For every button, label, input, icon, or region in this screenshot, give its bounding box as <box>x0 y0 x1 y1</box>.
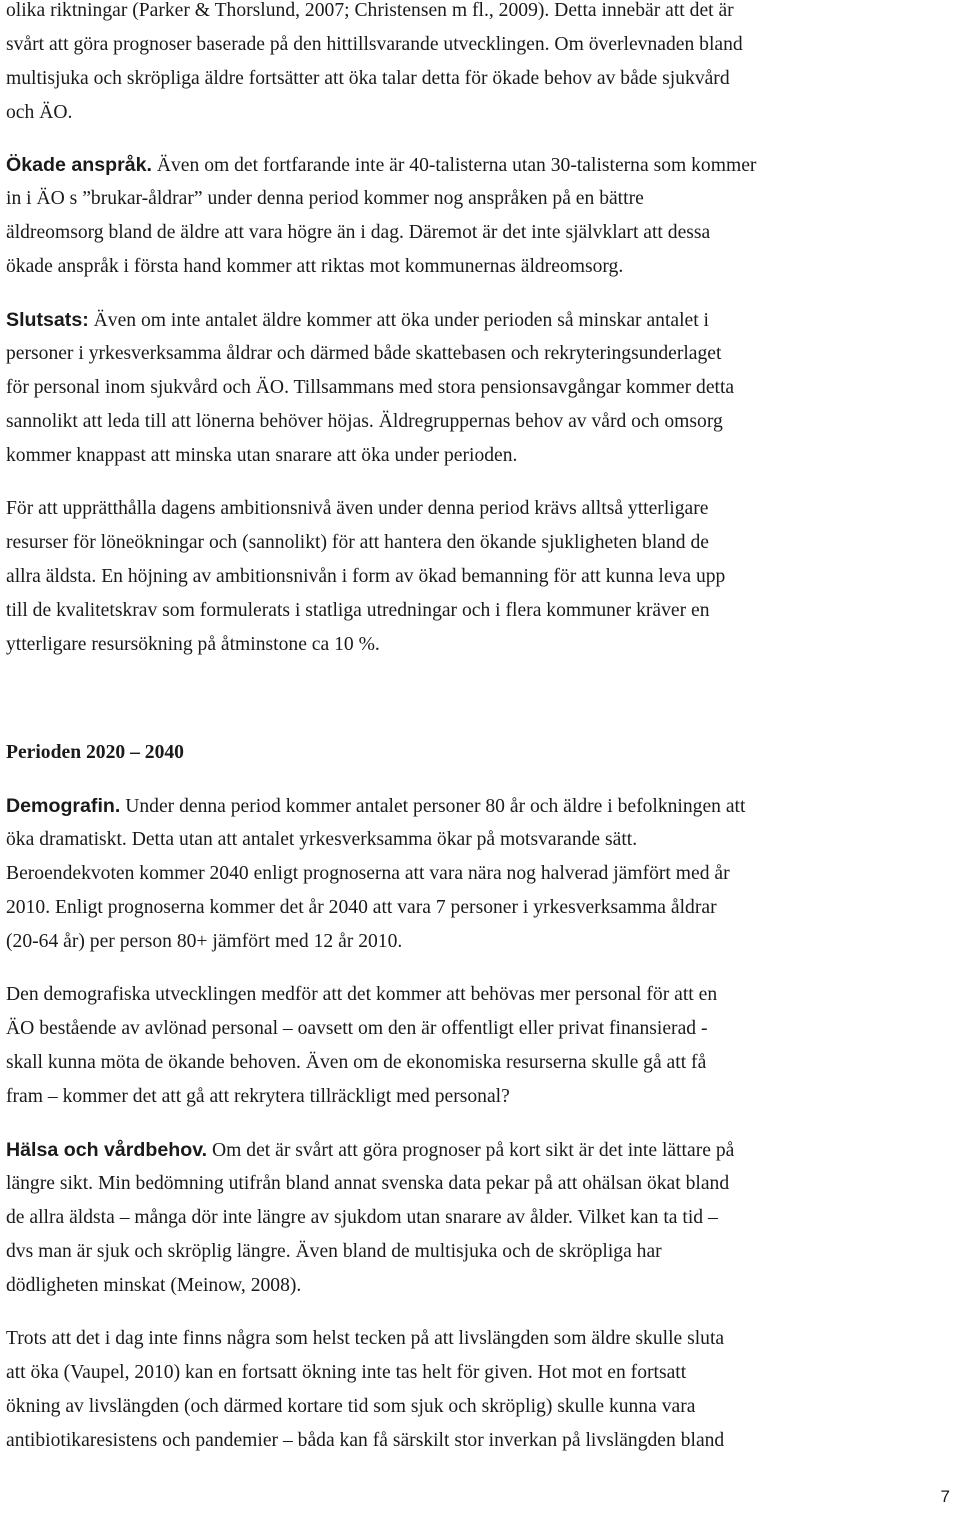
paragraph-heading: Ökade anspråk. <box>6 154 152 176</box>
paragraph-okade-ansprak <box>6 148 756 284</box>
text-line: För att upprätthålla dagens ambitionsnivå även under denna period krävs alltså ytterligare <box>6 498 709 519</box>
text-line: personer i yrkesverksamma åldrar och därmed både skattebasen och rekryteringsunderlaget <box>6 343 722 364</box>
text-run: Om det är svårt att göra prognoser på kort sikt är det inte lättare på <box>207 1140 735 1161</box>
text-line: skall kunna möta de ökande behoven. Även om de ekonomiska resurserna skulle gå att få <box>6 1052 707 1073</box>
text-line: ökning av livslängden (och därmed kortare tid som sjuk och skröplig) skulle kunna vara <box>6 1396 696 1417</box>
text-line: öka dramatiskt. Detta utan att antalet yrkesverksamma ökar på motsvarande sätt. <box>6 829 638 850</box>
section-title: Perioden 2020 – 2040 <box>6 742 184 763</box>
text-line: och ÄO. <box>6 102 73 123</box>
text-line: de allra äldsta – många dör inte längre av sjukdom utan snarare av ålder. Vilket kan ta tid – <box>6 1207 718 1228</box>
text-line: resurser för löneökningar och (sannolikt) för att hantera den ökande sjukligheten bland de <box>6 532 709 553</box>
page-number: 7 <box>940 1487 950 1506</box>
text-line <box>6 303 734 337</box>
text-line: Den demografiska utvecklingen medför att det kommer att behövas mer personal för att en <box>6 984 718 1005</box>
paragraph-slutsats <box>6 303 734 473</box>
text-line: ytterligare resursökning på åtminstone ca 10 %. <box>6 634 380 655</box>
text-line: multisjuka och skröpliga äldre fortsätter att öka talar detta för ökade behov av både sjukvård <box>6 68 730 89</box>
text-line: dödligheten minskat (Meinow, 2008). <box>6 1275 302 1296</box>
text-line <box>6 1133 734 1167</box>
text-line: dvs man är sjuk och skröplig längre. Även bland de multisjuka och de skröpliga har <box>6 1241 662 1262</box>
text-run: Under denna period kommer antalet personer 80 år och äldre i befolkningen att <box>120 796 746 817</box>
text-run: Även om det fortfarande inte är 40-talisterna utan 30-talisterna som kommer <box>151 155 757 176</box>
text-line: sannolikt att leda till att lönerna behöver höjas. Äldregruppernas behov av vård och omsorg <box>6 411 723 432</box>
paragraph-halsa-och-vardbehov <box>6 1133 734 1303</box>
text-line: fram – kommer det att gå att rekrytera tillräckligt med personal? <box>6 1086 510 1107</box>
text-run: Även om inte antalet äldre kommer att öka under perioden så minskar antalet i <box>88 310 710 331</box>
paragraph-demografin <box>6 789 745 959</box>
text-line: 2010. Enligt prognoserna kommer det år 2040 att vara 7 personer i yrkesverksamma åldrar <box>6 897 717 918</box>
text-line: svårt att göra prognoser baserade på den hittillsvarande utvecklingen. Om överlevnaden bland <box>6 34 743 55</box>
text-line: ÄO bestående av avlönad personal – oavsett om den är offentligt eller privat finansierad - <box>6 1018 708 1039</box>
text-line: för personal inom sjukvård och ÄO. Tillsammans med stora pensionsavgångar kommer detta <box>6 377 735 398</box>
text-line <box>6 148 756 182</box>
text-line: Trots att det i dag inte finns några som helst tecken på att livslängden som äldre skulle sluta <box>6 1328 725 1349</box>
text-line: att öka (Vaupel, 2010) kan en fortsatt ökning inte tas helt för given. Hot mot en fortsatt <box>6 1362 687 1383</box>
paragraph-heading: Slutsats: <box>6 309 89 331</box>
text-line <box>6 789 745 823</box>
section-heading <box>6 736 184 770</box>
paragraph-livslangd <box>6 1322 724 1458</box>
text-line: ökade anspråk i första hand kommer att riktas mot kommunernas äldreomsorg. <box>6 256 624 277</box>
text-line: antibiotikaresistens och pandemier – båda kan få särskilt stor inverkan på livslängden bland <box>6 1430 725 1451</box>
text-line: längre sikt. Min bedömning utifrån bland annat svenska data pekar på att ohälsan ökat bland <box>6 1173 730 1194</box>
paragraph-heading: Demografin. <box>6 795 121 817</box>
text-line: allra äldsta. En höjning av ambitionsnivån i form av ökad bemanning för att kunna leva upp <box>6 566 726 587</box>
paragraph-intro <box>6 0 743 130</box>
text-line: till de kvalitetskrav som formulerats i statliga utredningar och i flera kommuner kräver en <box>6 600 710 621</box>
text-line: Beroendekvoten kommer 2040 enligt prognoserna att vara nära nog halverad jämfört med år <box>6 863 730 884</box>
text-line: kommer knappast att minska utan snarare att öka under perioden. <box>6 445 518 466</box>
text-line: olika riktningar (Parker & Thorslund, 2007; Christensen m fl., 2009). Detta innebär att det är <box>6 0 734 21</box>
text-line: (20-64 år) per person 80+ jämfört med 12 år 2010. <box>6 931 403 952</box>
paragraph-personalbehov <box>6 978 717 1114</box>
paragraph-ambitionsniva <box>6 492 725 662</box>
text-line: äldreomsorg bland de äldre att vara högre än i dag. Däremot är det inte självklart att dessa <box>6 222 711 243</box>
paragraph-heading: Hälsa och vårdbehov. <box>6 1139 208 1161</box>
text-line: in i ÄO s ”brukar-åldrar” under denna period kommer nog anspråken på en bättre <box>6 188 644 209</box>
